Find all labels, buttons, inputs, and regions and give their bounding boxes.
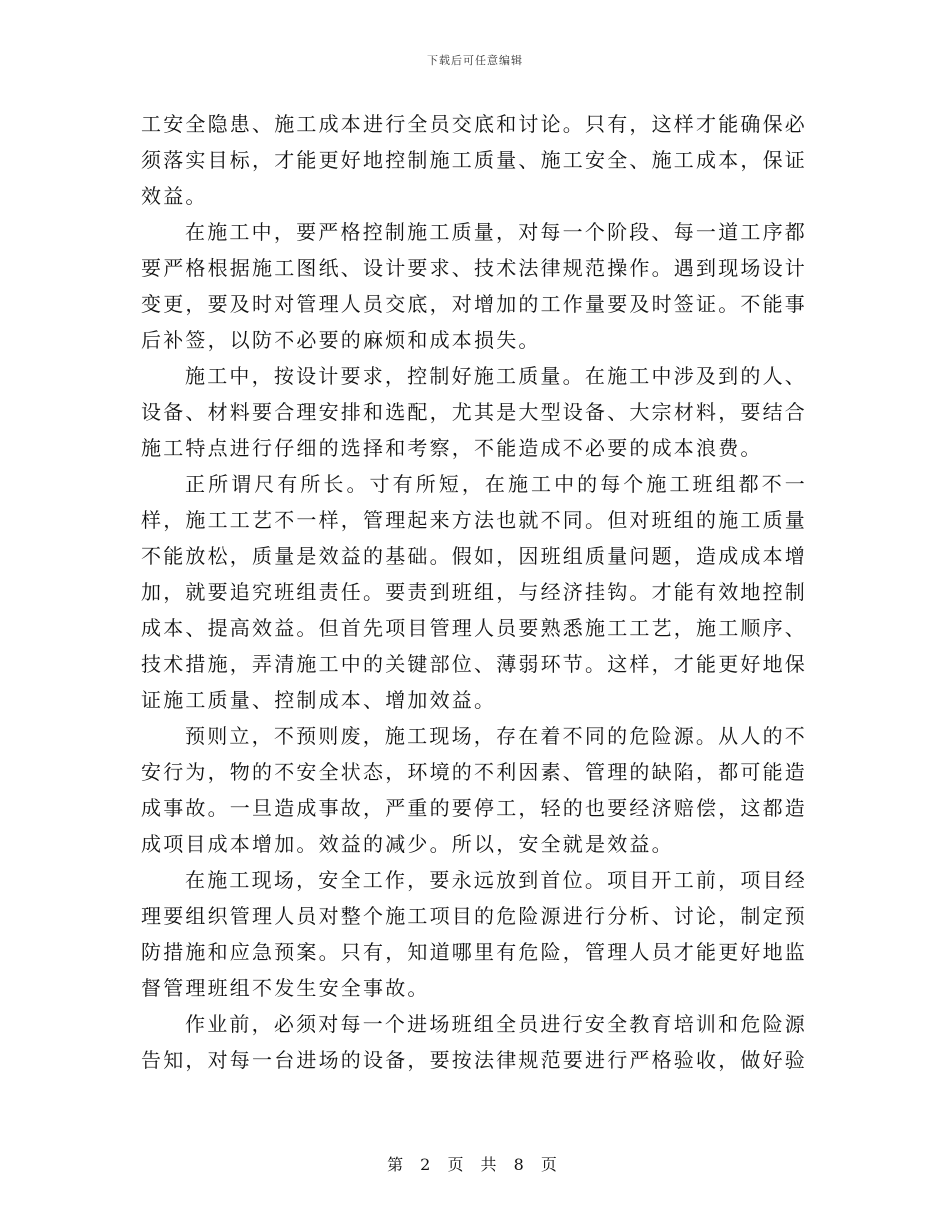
page-footer-page-number: 第 2 页 共 8 页 — [387, 1155, 563, 1174]
page-header: 下载后可任意编辑 — [427, 54, 523, 67]
paragraph-4: 正所谓尺有所长。寸有所短，在施工中的每个施工班组都不一样，施工工艺不一样，管理起来方法也就不同。但对班组的施工质量不能放松，质量是效益的基础。假如，因班组质量问题，造成成本增加，就要追究班组责任。要责到班组，与经济挂钩。才能有效地控制成本、提高效益。但首先项目管理人员要熟悉施工工艺，施工顺序、技术措施，弄清施工中的关键部位、薄弱环节。这样，才能更好地保证施工质量、控制成本、增加效益。 — [141, 472, 807, 712]
document-body — [141, 106, 807, 1078]
paragraph-2: 在施工中，要严格控制施工质量，对每一个阶段、每一道工序都要严格根据施工图纸、设计要求、技术法律规范操作。遇到现场设计变更，要及时对管理人员交底，对增加的工作量要及时签证。不能事后补签，以防不必要的麻烦和成本损失。 — [141, 220, 807, 352]
paragraph-1: 工安全隐患、施工成本进行全员交底和讨论。只有，这样才能确保必须落实目标，才能更好地控制施工质量、施工安全、施工成本，保证效益。 — [141, 112, 807, 208]
paragraph-6: 在施工现场，安全工作，要永远放到首位。项目开工前，项目经理要组织管理人员对整个施工项目的危险源进行分析、讨论，制定预防措施和应急预案。只有，知道哪里有危险，管理人员才能更好地监督管理班组不发生安全事故。 — [141, 868, 807, 1000]
paragraph-3: 施工中，按设计要求，控制好施工质量。在施工中涉及到的人、设备、材料要合理安排和选配，尤其是大型设备、大宗材料，要结合施工特点进行仔细的选择和考察，不能造成不必要的成本浪费。 — [141, 364, 807, 460]
paragraph-7: 作业前，必须对每一个进场班组全员进行安全教育培训和危险源告知，对每一台进场的设备，要按法律规范要进行严格验收，做好验 — [141, 1012, 807, 1072]
paragraph-5: 预则立，不预则废，施工现场，存在着不同的危险源。从人的不安行为，物的不安全状态，环境的不利因素、管理的缺陷，都可能造成事故。一旦造成事故，严重的要停工，轻的也要经济赔偿，这都造成项目成本增加。效益的减少。所以，安全就是效益。 — [141, 724, 807, 856]
